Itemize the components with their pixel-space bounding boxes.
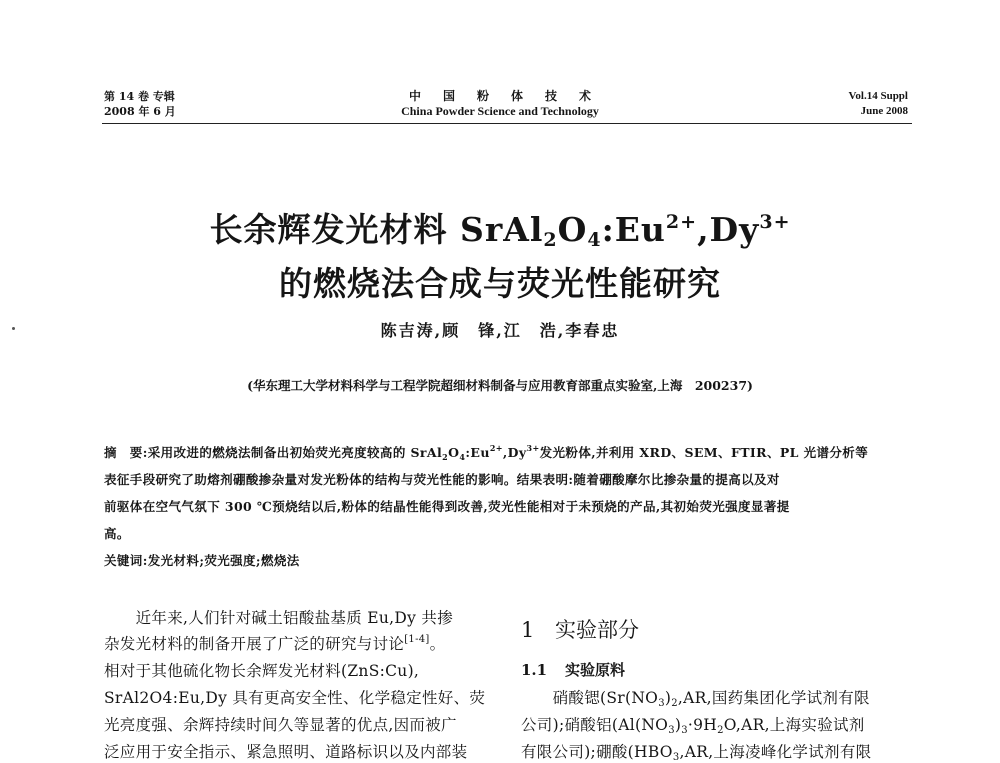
- volume-en: Vol.14 Suppl: [848, 90, 908, 102]
- date-en: June 2008: [860, 105, 908, 117]
- volume-cn: 第 14 卷 专辑: [104, 90, 175, 103]
- body-text: 公司);硝酸铝(Al(NO: [521, 716, 669, 734]
- title-superscript: 2+: [665, 211, 698, 233]
- title-text: O: [557, 210, 588, 249]
- body-text: ,AR,国药集团化学试剂有限: [677, 689, 870, 707]
- abstract-subscript: 4: [459, 452, 466, 462]
- body-subscript: 3: [672, 752, 680, 763]
- abstract-text: 采用改进的燃烧法制备出初始荧光亮度较高的 SrAl: [147, 445, 443, 460]
- abstract-text: O: [448, 445, 460, 460]
- abstract-superscript: 2+: [489, 443, 503, 453]
- abstract-line: 前驱体在空气气氛下 300 ℃预烧结以后,粉体的结晶性能得到改善,荧光性能相对于未预烧的产品,其初始荧光强度显著提: [104, 499, 790, 514]
- title-subscript: 2: [543, 229, 558, 251]
- subsection-number: 1.1: [521, 661, 548, 679]
- header-rule: [102, 123, 912, 124]
- body-left-line: 光亮度强、余辉持续时间久等显著的优点,因而被广: [104, 716, 457, 734]
- body-text: ): [664, 689, 672, 707]
- abstract-superscript: 3+: [526, 443, 540, 453]
- date-cn: 2008 年 6 月: [104, 105, 176, 118]
- body-text: 杂发光材料的制备开展了广泛的研究与讨论: [104, 635, 405, 653]
- title-text: 长余辉发光材料 SrAl: [209, 210, 544, 249]
- section-heading: [521, 614, 639, 644]
- body-right-line: [521, 686, 870, 709]
- abstract-subscript: 2: [442, 452, 449, 462]
- abstract-text: ,Dy: [502, 445, 527, 460]
- header-right: [848, 89, 908, 119]
- body-text: ·9H: [687, 716, 718, 734]
- body-text: 硝酸锶(Sr(NO: [521, 689, 659, 707]
- body-subscript: 2: [717, 725, 724, 736]
- body-subscript: 2: [671, 698, 678, 709]
- title-line-1: [0, 204, 1000, 251]
- authors: 陈吉涛,顾 锋,江 浩,李春忠: [380, 321, 620, 340]
- abstract-label: 摘 要:: [104, 445, 148, 460]
- abstract-text: 发光粉体,并利用 XRD、SEM、FTIR、PL 光谱分析等: [539, 445, 869, 460]
- abstract-line: 表征手段研究了助熔剂硼酸掺杂量对发光粉体的结构与荧光性能的影响。结果表明:随着硼酸摩尔比掺杂量的提高以及对: [104, 472, 780, 487]
- section-title: 实验部分: [555, 618, 639, 642]
- abstract-line: [104, 443, 868, 462]
- body-left-line: 近年来,人们针对碱土铝酸盐基质 Eu,Dy 共掺: [104, 609, 453, 627]
- body-subscript: 3: [681, 725, 688, 736]
- affiliation: (华东理工大学材料科学与工程学院超细材料制备与应用教育部重点实验室,上海 200237): [247, 378, 753, 393]
- journal-name-en: China Powder Science and Technology: [401, 104, 599, 118]
- title-superscript: 3+: [759, 211, 791, 233]
- body-left-line: [104, 632, 445, 654]
- abstract-text: :Eu: [465, 445, 490, 460]
- body-text: 有限公司);硼酸(HBO: [521, 743, 673, 761]
- body-text: 。: [429, 635, 446, 653]
- subsection-title: 实验原料: [565, 661, 626, 679]
- title-text: ,Dy: [697, 210, 760, 249]
- title-line-2: 的燃烧法合成与荧光性能研究: [279, 264, 721, 303]
- citation: [1-4]: [404, 634, 430, 645]
- body-left-line: SrAl2O4:Eu,Dy 具有更高安全性、化学稳定性好、荧: [104, 689, 486, 707]
- keywords-line: [104, 551, 300, 569]
- body-left-line: 泛应用于安全指示、紧急照明、道路标识以及内部装: [104, 743, 468, 761]
- body-text: ,AR,上海凌峰化学试剂有限: [679, 743, 872, 761]
- keywords-label: 关键词:: [104, 553, 148, 568]
- body-right-line: [521, 713, 865, 736]
- body-subscript: 3: [668, 725, 675, 736]
- body-left-line: 相对于其他硫化物长余辉发光材料(ZnS:Cu),: [104, 662, 420, 680]
- header-left: [104, 89, 176, 119]
- subsection-heading: [521, 659, 625, 680]
- abstract-line: 高。: [104, 526, 130, 541]
- journal-name-cn: 中国粉体技术: [408, 89, 613, 103]
- body-subscript: 3: [658, 698, 665, 709]
- keywords: 发光材料;荧光强度;燃烧法: [147, 553, 300, 568]
- header-center: [401, 89, 613, 119]
- title-text: :Eu: [601, 210, 666, 249]
- body-text: O,AR,上海实验试剂: [723, 716, 865, 734]
- section-number: 1: [521, 618, 535, 642]
- title-subscript: 4: [587, 229, 602, 251]
- body-text: ): [674, 716, 682, 734]
